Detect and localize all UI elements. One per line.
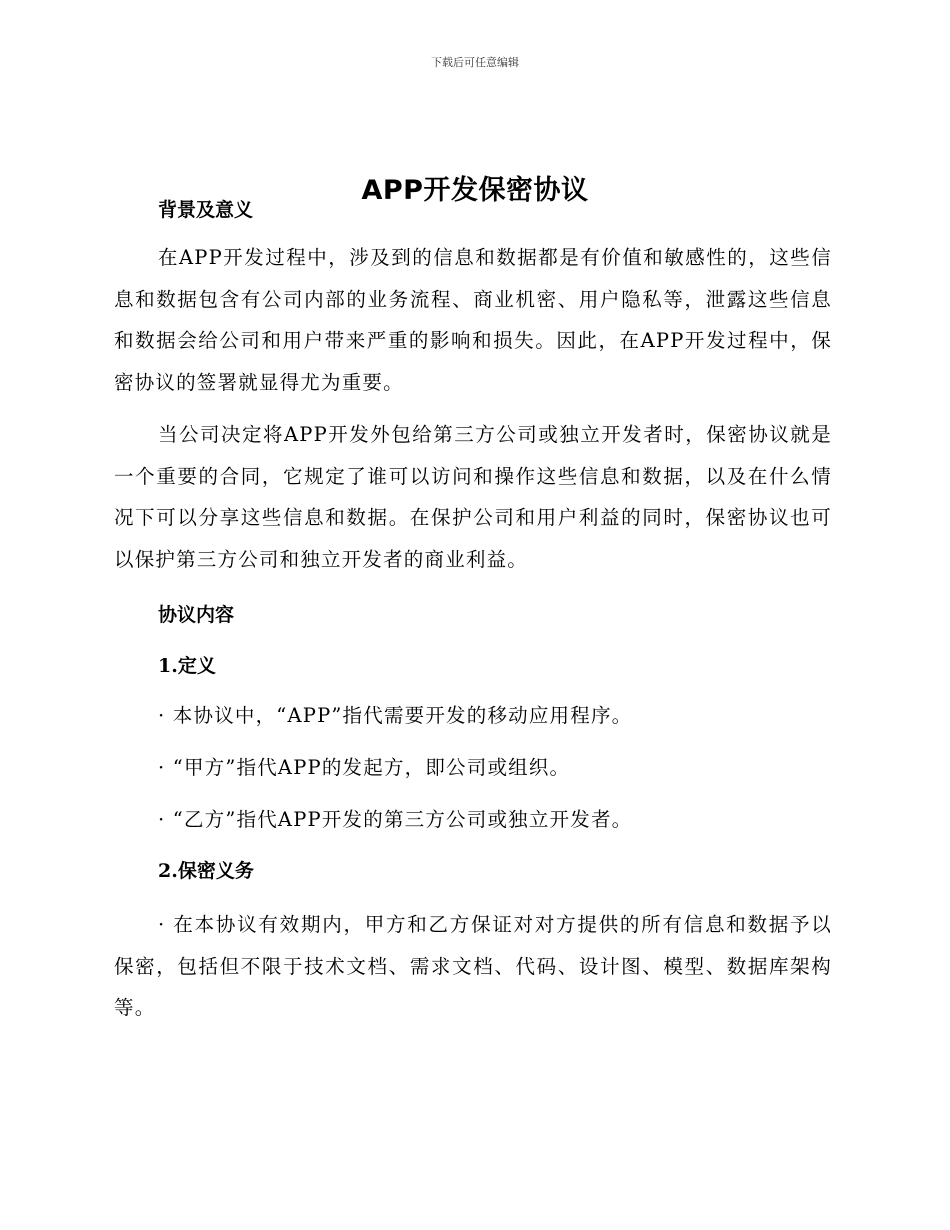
subsection-heading-definition: 1.定义 bbox=[158, 655, 216, 677]
page-header-note: 下载后可任意编辑 bbox=[431, 56, 519, 69]
definition-item-party-a: · “甲方”指代APP的发起方，即公司或组织。 bbox=[158, 756, 571, 779]
subsection-heading-confidentiality: 2.保密义务 bbox=[158, 860, 254, 882]
definition-item-party-b: · “乙方”指代APP开发的第三方公司或独立开发者。 bbox=[158, 808, 633, 831]
section-heading-agreement: 协议内容 bbox=[158, 604, 235, 626]
document-title: APP开发保密协议 bbox=[361, 175, 589, 207]
section-heading-background: 背景及意义 bbox=[158, 199, 254, 221]
confidentiality-item-1: · 在本协议有效期内，甲方和乙方保证对对方提供的所有信息和数据予以保密，包括但不限于技术文档、需求文档、代码、设计图、模型、数据库架构等。 bbox=[114, 913, 832, 1019]
background-paragraph-1: 在APP开发过程中，涉及到的信息和数据都是有价值和敏感性的，这些信息和数据包含有公司内部的业务流程、商业机密、用户隐私等，泄露这些信息和数据会给公司和用户带来严重的影响和损失。因此，在APP开发过程中，保密协议的签署就显得尤为重要。 bbox=[114, 246, 832, 394]
document-body bbox=[114, 193, 832, 1029]
definition-item-app: · 本协议中，“APP”指代需要开发的移动应用程序。 bbox=[158, 704, 633, 727]
background-paragraph-2: 当公司决定将APP开发外包给第三方公司或独立开发者时，保密协议就是一个重要的合同，它规定了谁可以访问和操作这些信息和数据，以及在什么情况下可以分享这些信息和数据。在保护公司和用户利益的同时，保密协议也可以保护第三方公司和独立开发者的商业利益。 bbox=[114, 423, 832, 571]
